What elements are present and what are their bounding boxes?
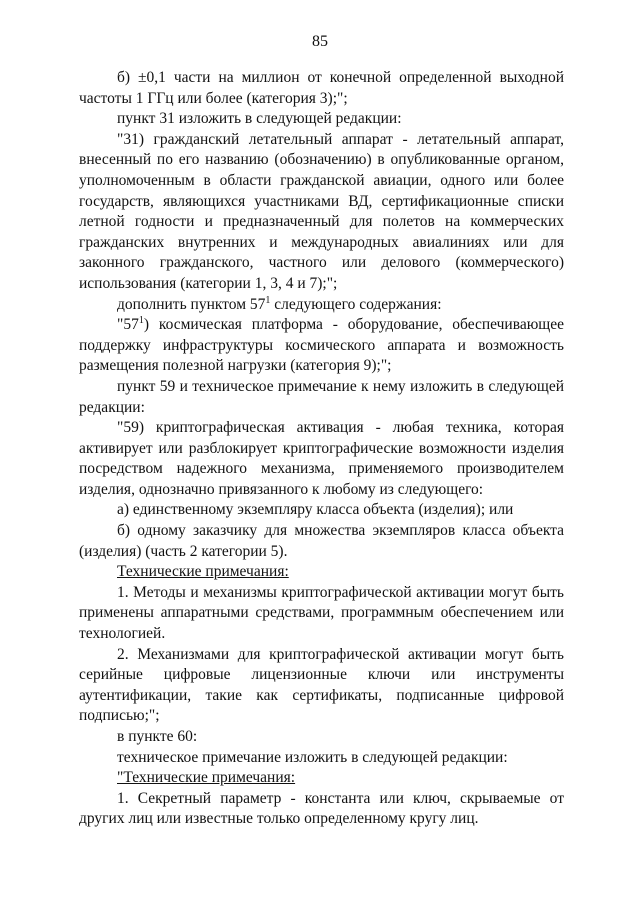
- paragraph: 1. Методы и механизмы криптографической активации могут быть применены аппаратными средствами, программным обеспечением или технологией.: [79, 583, 564, 643]
- heading-text: Технические примечания:: [117, 563, 289, 581]
- paragraph: пункт 59 и техническое примечание к нему изложить в следующей редакции:: [79, 377, 564, 416]
- superscript: 1: [138, 314, 144, 326]
- heading-text: "Технические примечания:: [117, 769, 296, 787]
- paragraph: в пункте 60:: [117, 728, 198, 745]
- paragraph: 2. Механизмами для криптографической активации могут быть серийные цифровые лицензионные ключи или инструменты аутентификации, такие как сертификаты, подписанные цифровой подписью;";: [79, 645, 564, 725]
- paragraph: б) одному заказчику для множества экземпляров класса объекта (изделия) (часть 2 категории 5).: [79, 522, 564, 560]
- tech-notes-heading: [79, 562, 564, 583]
- paragraph: пункт 31 изложить в следующей редакции:: [117, 110, 402, 128]
- page-number: 85: [312, 33, 328, 50]
- paragraph: б) ±0,1 части на миллион от конечной определенной выходной частоты 1 ГГц или более (категория 3);";: [79, 69, 564, 107]
- text-part: "57: [117, 316, 139, 334]
- paragraph: "31) гражданский летательный аппарат - летательный аппарат, внесенный по его названию (обозначению) в опубликованные органом, уполномоченным в области гражданской авиации, одного или более государств, являющихся участниками ВД, сертификационные списки летной годности и предназначенный для полетов на коммерческих гражданских внутренних и международных авиалиниях или для законного гражданского, частного или делового (коммерческого) использования (категории 1, 3, 4 и 7);";: [79, 130, 564, 292]
- document-body: [79, 68, 564, 830]
- paragraph: а) единственному экземпляру класса объекта (изделия); или: [117, 501, 514, 519]
- paragraph: "59) криптографическая активация - любая техника, которая активирует или разблокирует криптографические возможности изделия посредством надежного механизма, применяемого производителем изделия, однозначно привязанного к любому из следующего:: [79, 419, 564, 498]
- paragraph: техническое примечание изложить в следующей редакции:: [117, 748, 508, 766]
- paragraph: 1. Секретный параметр - константа или ключ, скрываемые от других лиц или известные только определенному кругу лиц.: [79, 789, 564, 828]
- tech-notes-heading-2: [79, 768, 564, 789]
- text-part: дополнить пунктом 57: [117, 295, 266, 313]
- text-part: следующего содержания:: [270, 295, 442, 313]
- paragraph-57-1: [79, 315, 564, 377]
- text-part: ) космическая платформа - оборудование, обеспечивающее поддержку инфраструктуры космического аппарата и возможность размещения полезной нагрузки (категория 9);";: [79, 316, 564, 375]
- paragraph-add-57-1: [79, 295, 564, 316]
- superscript: 1: [265, 294, 271, 306]
